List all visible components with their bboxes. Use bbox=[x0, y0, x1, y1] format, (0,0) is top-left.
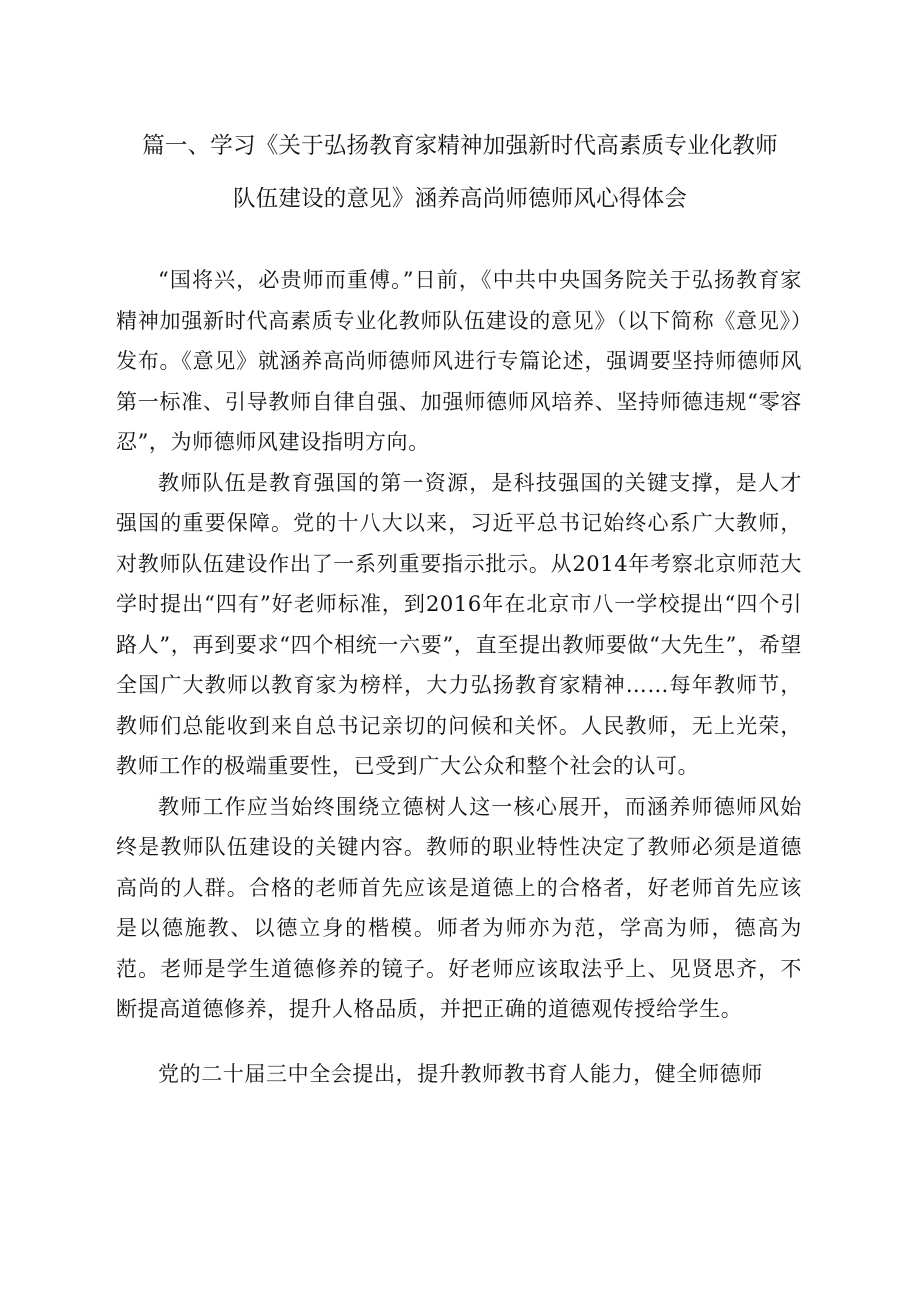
paragraph-3: 教师工作应当始终围绕立德树人这一核心展开，而涵养师德师风始终是教师队伍建设的关键内容。教师的职业特性决定了教师必须是道德高尚的人群。合格的老师首先应该是道德上的合格者，好老师首先应该是以德施教、以德立身的楷模。师者为师亦为范，学高为师，德高为范。老师是学生道德修养的镜子。好老师应该取法乎上、见贤思齐，不断提高道德修养，提升人格品质，并把正确的道德观传授给学生。 bbox=[116, 794, 802, 1021]
paragraph-4: 党的二十届三中全会提出，提升教师教书育人能力，健全师德师 bbox=[158, 1061, 763, 1086]
document-body bbox=[116, 260, 802, 1094]
paragraph-1: “国将兴，必贵师而重傅。”日前，《中共中央国务院关于弘扬教育家精神加强新时代高素质专业化教师队伍建设的意见》（以下简称《意见》）发布。《意见》就涵养高尚师德师风进行专篇论述，强调要坚持师德师风第一标准、引导教师自律自强、加强师德师风培养、坚持师德违规“零容忍”，为师德师风建设指明方向。 bbox=[116, 268, 802, 454]
title-line-1: 篇一、学习《关于弘扬教育家精神加强新时代高素质专业化教师 bbox=[142, 133, 778, 159]
document-title bbox=[110, 120, 810, 226]
title-line-2: 队伍建设的意见》涵养高尚师德师风心得体会 bbox=[232, 186, 687, 212]
paragraph-2: 教师队伍是教育强国的第一资源，是科技强国的关键支撑，是人才强国的重要保障。党的十八大以来，习近平总书记始终心系广大教师，对教师队伍建设作出了一系列重要指示批示。从2014年考察北京师范大学时提出“四有”好老师标准，到2016年在北京市八一学校提出“四个引路人”，再到要求“四个相统一六要”，直至提出教师要做“大先生”，希望全国广大教师以教育家为榜样，大力弘扬教育家精神……每年教师节，教师们总能收到来自总书记亲切的问候和关怀。人民教师，无上光荣，教师工作的极端重要性，已受到广大公众和整个社会的认可。 bbox=[116, 470, 802, 778]
